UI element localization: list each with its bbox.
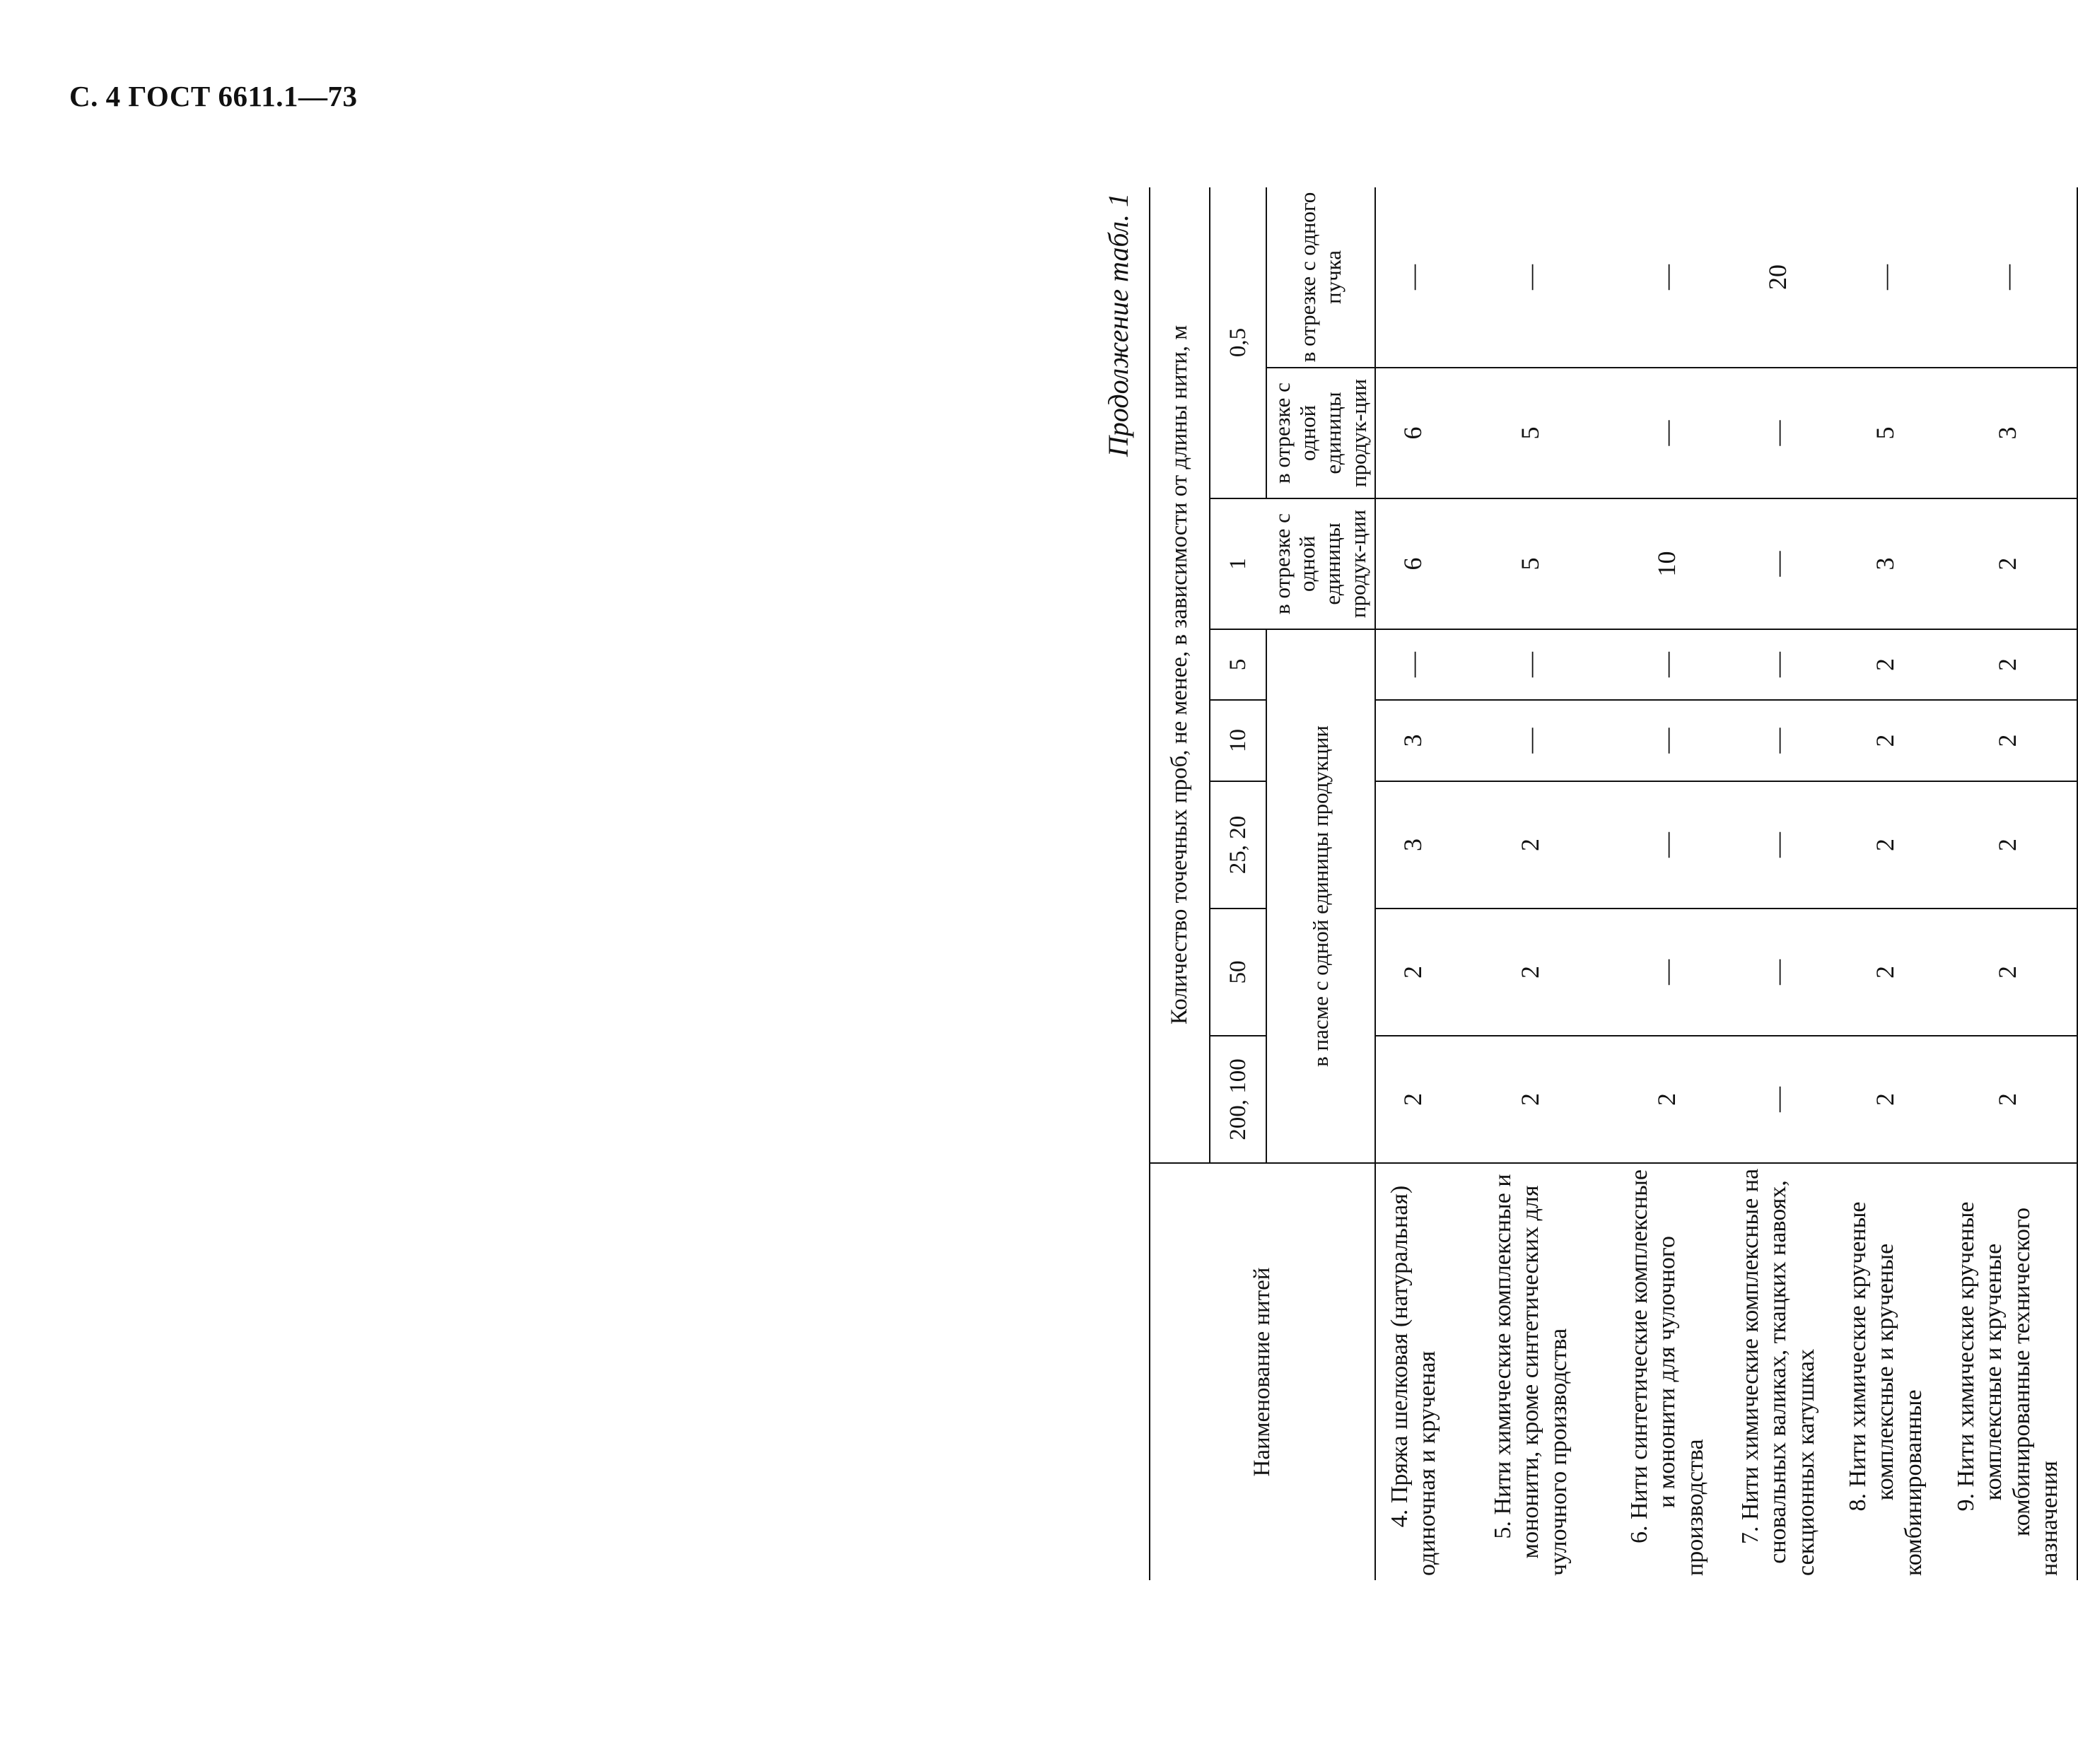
value-cell: 2 [1832,909,1939,1036]
value-cell: — [1375,187,1452,368]
sub-header-segment-unit: в отрезке с одной единицы продук-ции [1266,498,1375,629]
table-continuation-label: Продолжение табл. 1 [1102,193,1134,457]
table-row [1610,187,1724,1580]
value-cell: 20 [1724,187,1832,368]
value-cell: — [1832,187,1939,368]
thread-name-cell: 5. Нити химические комплексные и мононити, кроме синтетических для чулочного производства [1489,1174,1572,1576]
value-cell: 2 [1832,781,1939,909]
value-cell: 2 [1452,1036,1610,1163]
table-row [1939,187,2077,1580]
length-header: 10 [1210,700,1266,781]
value-cell: — [1724,909,1832,1036]
value-cell: 3 [1375,781,1452,909]
value-cell: 2 [1939,1036,2077,1163]
value-cell: 2 [1375,1036,1452,1163]
value-cell: 2 [1939,629,2077,700]
value-cell: — [1610,700,1724,781]
length-header: 0,5 [1210,187,1266,498]
column-header-thread-name: Наименование нитей [1150,1163,1375,1580]
value-cell: 2 [1452,909,1610,1036]
value-cell: 5 [1452,368,1610,498]
thread-name-cell: 7. Нити химические комплексные на сновальных валиках, ткацких навоях, секционных катушках [1736,1168,1819,1576]
table-row [1375,187,1452,1580]
length-header: 50 [1210,909,1266,1036]
value-cell: 5 [1832,368,1939,498]
value-cell: — [1452,629,1610,700]
thread-name-cell: 8. Нити химические крученые комплексные и крученые комбинированные [1844,1201,1927,1576]
sub-header-segment-unit: в отрезке с одной единицы продук-ции [1266,368,1375,498]
thread-name-cell: 6. Нити синтетические комплексные и мононити для чулочного производства [1625,1169,1708,1576]
length-header: 200, 100 [1210,1036,1266,1163]
table-row [1832,187,1939,1580]
sub-header-skein: в пасме с одной единицы продукции [1266,629,1375,1163]
column-group-header: Количество точечных проб, не менее, в зависимости от длины нити, м [1150,187,1210,1163]
value-cell: — [1610,368,1724,498]
sampling-table [1149,187,2078,1580]
value-cell: 2 [1452,781,1610,909]
length-header: 25, 20 [1210,781,1266,909]
value-cell: — [1724,700,1832,781]
value-cell: — [1724,781,1832,909]
length-header: 5 [1210,629,1266,700]
thread-name-cell: 4. Пряжа шелковая (натуральная) одиночная и крученая [1386,1185,1441,1576]
rotated-table-frame [1102,187,2063,1580]
value-cell: 6 [1375,368,1452,498]
value-cell: — [1724,1036,1832,1163]
value-cell: 2 [1375,909,1452,1036]
value-cell: 2 [1832,700,1939,781]
value-cell: — [1452,187,1610,368]
value-cell: 5 [1452,498,1610,629]
value-cell: — [1610,629,1724,700]
table-row [1452,187,1610,1580]
value-cell: — [1610,781,1724,909]
value-cell: — [1452,700,1610,781]
value-cell: 2 [1939,498,2077,629]
value-cell: — [1939,187,2077,368]
value-cell: — [1724,368,1832,498]
value-cell: 2 [1939,781,2077,909]
page-header: С. 4 ГОСТ 6611.1—73 [69,80,358,112]
table-row [1724,187,1832,1580]
value-cell: 3 [1375,700,1452,781]
value-cell: 2 [1939,700,2077,781]
value-cell: 2 [1832,629,1939,700]
value-cell: 6 [1375,498,1452,629]
value-cell: 2 [1939,909,2077,1036]
value-cell: 3 [1832,498,1939,629]
value-cell: 2 [1610,1036,1724,1163]
value-cell: — [1375,629,1452,700]
value-cell: 10 [1610,498,1724,629]
thread-name-cell: 9. Нити химические крученые комплексные и крученые комбинированные технического назначения [1939,1163,2077,1580]
value-cell: — [1610,909,1724,1036]
value-cell: — [1724,629,1832,700]
value-cell: — [1724,498,1832,629]
length-header: 1 [1210,498,1266,629]
value-cell: 2 [1832,1036,1939,1163]
value-cell: — [1610,187,1724,368]
value-cell: 3 [1939,368,2077,498]
sub-header-segment-bundle: в отрезке с одного пучка [1266,187,1375,368]
